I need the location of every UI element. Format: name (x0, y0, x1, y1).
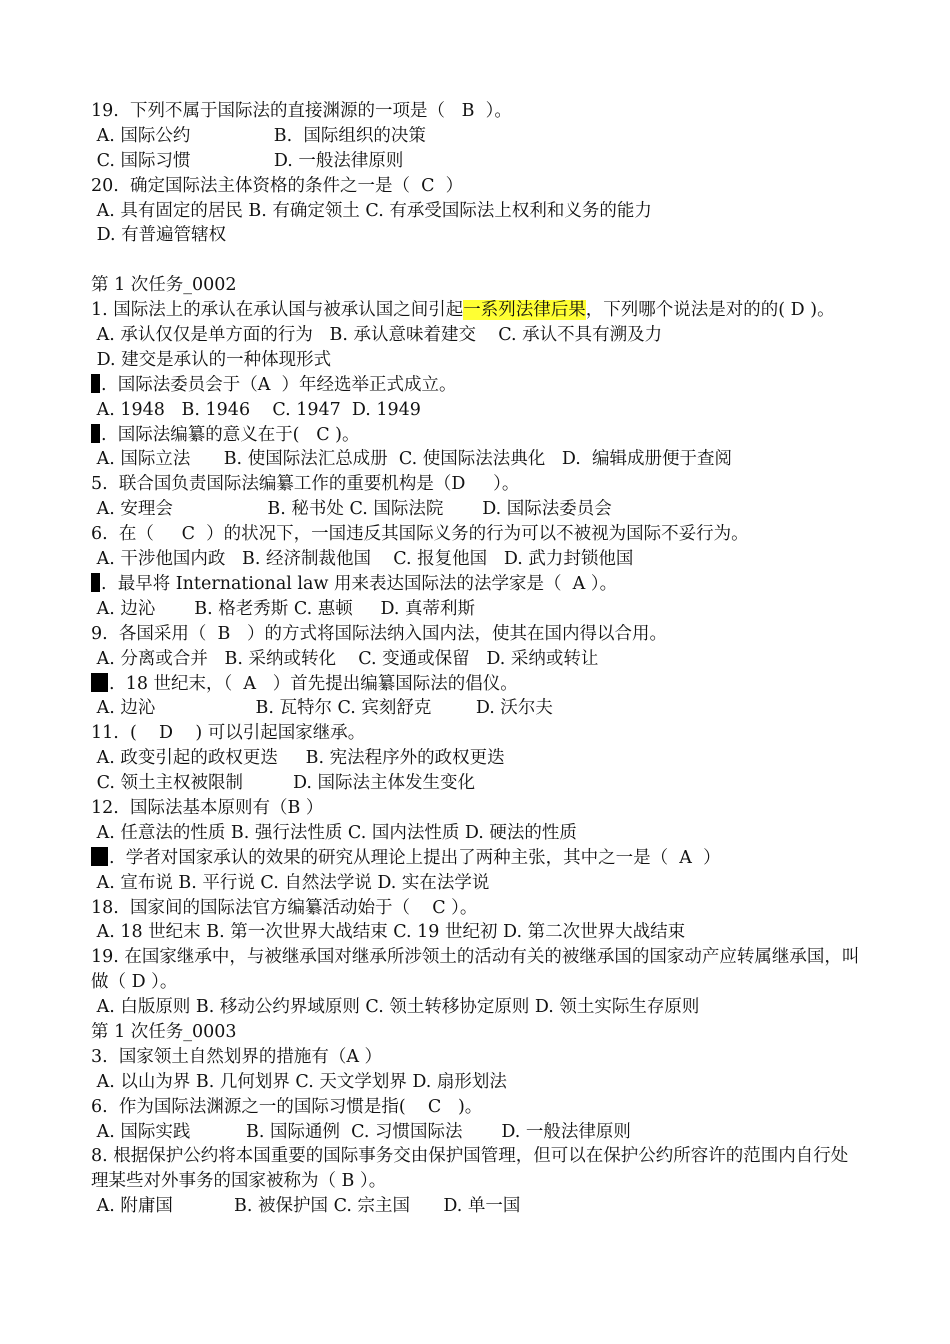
document-line (91, 199, 861, 224)
line-text: . 最早将 International law 用来表达国际法的法学家是（ A ）。 (101, 573, 618, 594)
line-text: 11. ( D ) 可以引起国家继承。 (91, 723, 366, 744)
line-text: 1. 国际法上的承认在承认国与被承认国之间引起 (91, 300, 464, 321)
redacted-number-mark (91, 573, 100, 592)
line-text: 6. 在（ C ）的状况下，一国违反其国际义务的行为可以不被视为国际不妥行为。 (91, 524, 749, 545)
blank-line (91, 248, 861, 273)
line-text: A. 国际实践 B. 国际通例 C. 习惯国际法 D. 一般法律原则 (91, 1121, 631, 1142)
line-text: A. 具有固定的居民 B. 有确定领土 C. 有承受国际法上权利和义务的能力 (91, 200, 652, 221)
line-text: 9. 各国采用（ B ）的方式将国际法纳入国内法，使其在国内得以合用。 (91, 623, 667, 644)
line-text: 6. 作为国际法渊源之一的国际习惯是指( C )。 (91, 1096, 483, 1117)
document-line (91, 771, 861, 796)
redacted-number-mark (91, 424, 100, 443)
line-text: A. 安理会 B. 秘书处 C. 国际法院 D. 国际法委员会 (91, 499, 612, 520)
line-text: A. 任意法的性质 B. 强行法性质 C. 国内法性质 D. 硬法的性质 (91, 822, 577, 843)
line-text: . 18 世纪末，（ A ）首先提出编纂国际法的倡仪。 (109, 673, 518, 694)
highlighted-text: 一系列法律后果 (463, 300, 586, 321)
document-line (91, 796, 861, 821)
line-text: 8. 根据保护公约将本国重要的国际事务交由保护国管理，但可以在保护公约所容许的范围内自行处理某些对外事务的国家被称为（ B ）。 (91, 1146, 849, 1192)
document-line (91, 746, 861, 771)
document-line (91, 223, 861, 248)
document-line (91, 647, 861, 672)
line-text: A. 国际立法 B. 使国际法汇总成册 C. 使国际法法典化 D. 编辑成册便于查阅 (91, 449, 732, 470)
document-line (91, 696, 861, 721)
document-line (91, 1045, 861, 1070)
line-text: 20. 确定国际法主体资格的条件之一是（ C ） (91, 175, 464, 196)
document-line (91, 896, 861, 921)
redacted-number-mark (91, 673, 108, 692)
document-line (91, 447, 861, 472)
document-line (91, 373, 861, 398)
document-line (91, 273, 861, 298)
line-text: 12. 国际法基本原则有（B ） (91, 797, 324, 818)
document-line (91, 298, 861, 323)
document-line (91, 323, 861, 348)
line-text: A. 18 世纪末 B. 第一次世界大战结束 C. 19 世纪初 D. 第二次世界大战结束 (91, 922, 686, 943)
line-text: A. 承认仅仅是单方面的行为 B. 承认意味着建交 C. 承认不具有溯及力 (91, 325, 663, 346)
document-line (91, 174, 861, 199)
document-line (91, 920, 861, 945)
document-line (91, 1095, 861, 1120)
line-text: 18. 国家间的国际法官方编纂活动始于（ C ）。 (91, 897, 478, 918)
document-line (91, 522, 861, 547)
document-line (91, 821, 861, 846)
document-line (91, 149, 861, 174)
redacted-number-mark (91, 374, 100, 393)
line-text: 19. 在国家继承中，与被继承国对继承所涉领土的活动有关的被继承国的国家动产应转属继承国，叫做（ D ）。 (91, 947, 860, 993)
document-line (91, 348, 861, 373)
document-line (91, 995, 861, 1020)
document-line (91, 398, 861, 423)
line-text: C. 国际习惯 D. 一般法律原则 (91, 150, 404, 171)
line-text: 第 1 次任务_0003 (91, 1022, 237, 1042)
document-line (91, 597, 861, 622)
document-line (91, 622, 861, 647)
document-line (91, 721, 861, 746)
document-line (91, 1194, 861, 1219)
line-text: 第 1 次任务_0002 (91, 275, 237, 296)
line-text: . 国际法编纂的意义在于( C )。 (101, 424, 360, 445)
line-text: A. 政变引起的政权更迭 B. 宪法程序外的政权更迭 (91, 748, 505, 769)
redacted-number-mark (91, 847, 108, 866)
document-line (91, 1020, 861, 1045)
line-text: 3. 国家领土自然划界的措施有（A ） (91, 1046, 383, 1067)
document-line (91, 497, 861, 522)
line-text: C. 领土主权被限制 D. 国际法主体发生变化 (91, 773, 476, 794)
document-body (91, 99, 861, 1219)
line-text: A. 附庸国 B. 被保护国 C. 宗主国 D. 单一国 (91, 1196, 521, 1217)
document-line (91, 1070, 861, 1095)
line-text: A. 1948 B. 1946 C. 1947 D. 1949 (91, 399, 421, 420)
document-line (91, 99, 861, 124)
line-text: 5. 联合国负责国际法编纂工作的重要机构是（D ）。 (91, 474, 520, 495)
line-text: . 学者对国家承认的效果的研究从理论上提出了两种主张，其中之一是（ A ） (109, 847, 721, 868)
document-line (91, 124, 861, 149)
document-line (91, 1120, 861, 1145)
line-text: A. 白版原则 B. 移动公约界域原则 C. 领土转移协定原则 D. 领土实际生存原则 (91, 997, 700, 1018)
line-text: A. 国际公约 B. 国际组织的决策 (91, 125, 426, 146)
document-line (91, 1144, 861, 1194)
line-text: A. 边沁 B. 瓦特尔 C. 宾刻舒克 D. 沃尔夫 (91, 698, 553, 719)
line-text: A. 边沁 B. 格老秀斯 C. 惠顿 D. 真蒂利斯 (91, 598, 476, 619)
line-text: A. 以山为界 B. 几何划界 C. 天文学划界 D. 扇形划法 (91, 1071, 507, 1092)
document-line (91, 572, 861, 597)
document-line (91, 846, 861, 871)
line-text: A. 分离或合并 B. 采纳或转化 C. 变通或保留 D. 采纳或转让 (91, 648, 599, 669)
line-text: ，下列哪个说法是对的的( D )。 (585, 300, 835, 321)
line-text: . 国际法委员会于（A ）年经选举正式成立。 (101, 374, 457, 395)
document-line (91, 945, 861, 995)
line-text: A. 干涉他国内政 B. 经济制裁他国 C. 报复他国 D. 武力封锁他国 (91, 549, 634, 570)
document-line (91, 672, 861, 697)
line-text: 19. 下列不属于国际法的直接渊源的一项是（ B ）。 (91, 101, 512, 121)
line-text: D. 有普遍管辖权 (91, 225, 227, 246)
document-line (91, 423, 861, 448)
line-text: D. 建交是承认的一种体现形式 (91, 349, 332, 370)
document-line (91, 871, 861, 896)
line-text: A. 宣布说 B. 平行说 C. 自然法学说 D. 实在法学说 (91, 872, 490, 893)
document-line (91, 547, 861, 572)
document-line (91, 472, 861, 497)
